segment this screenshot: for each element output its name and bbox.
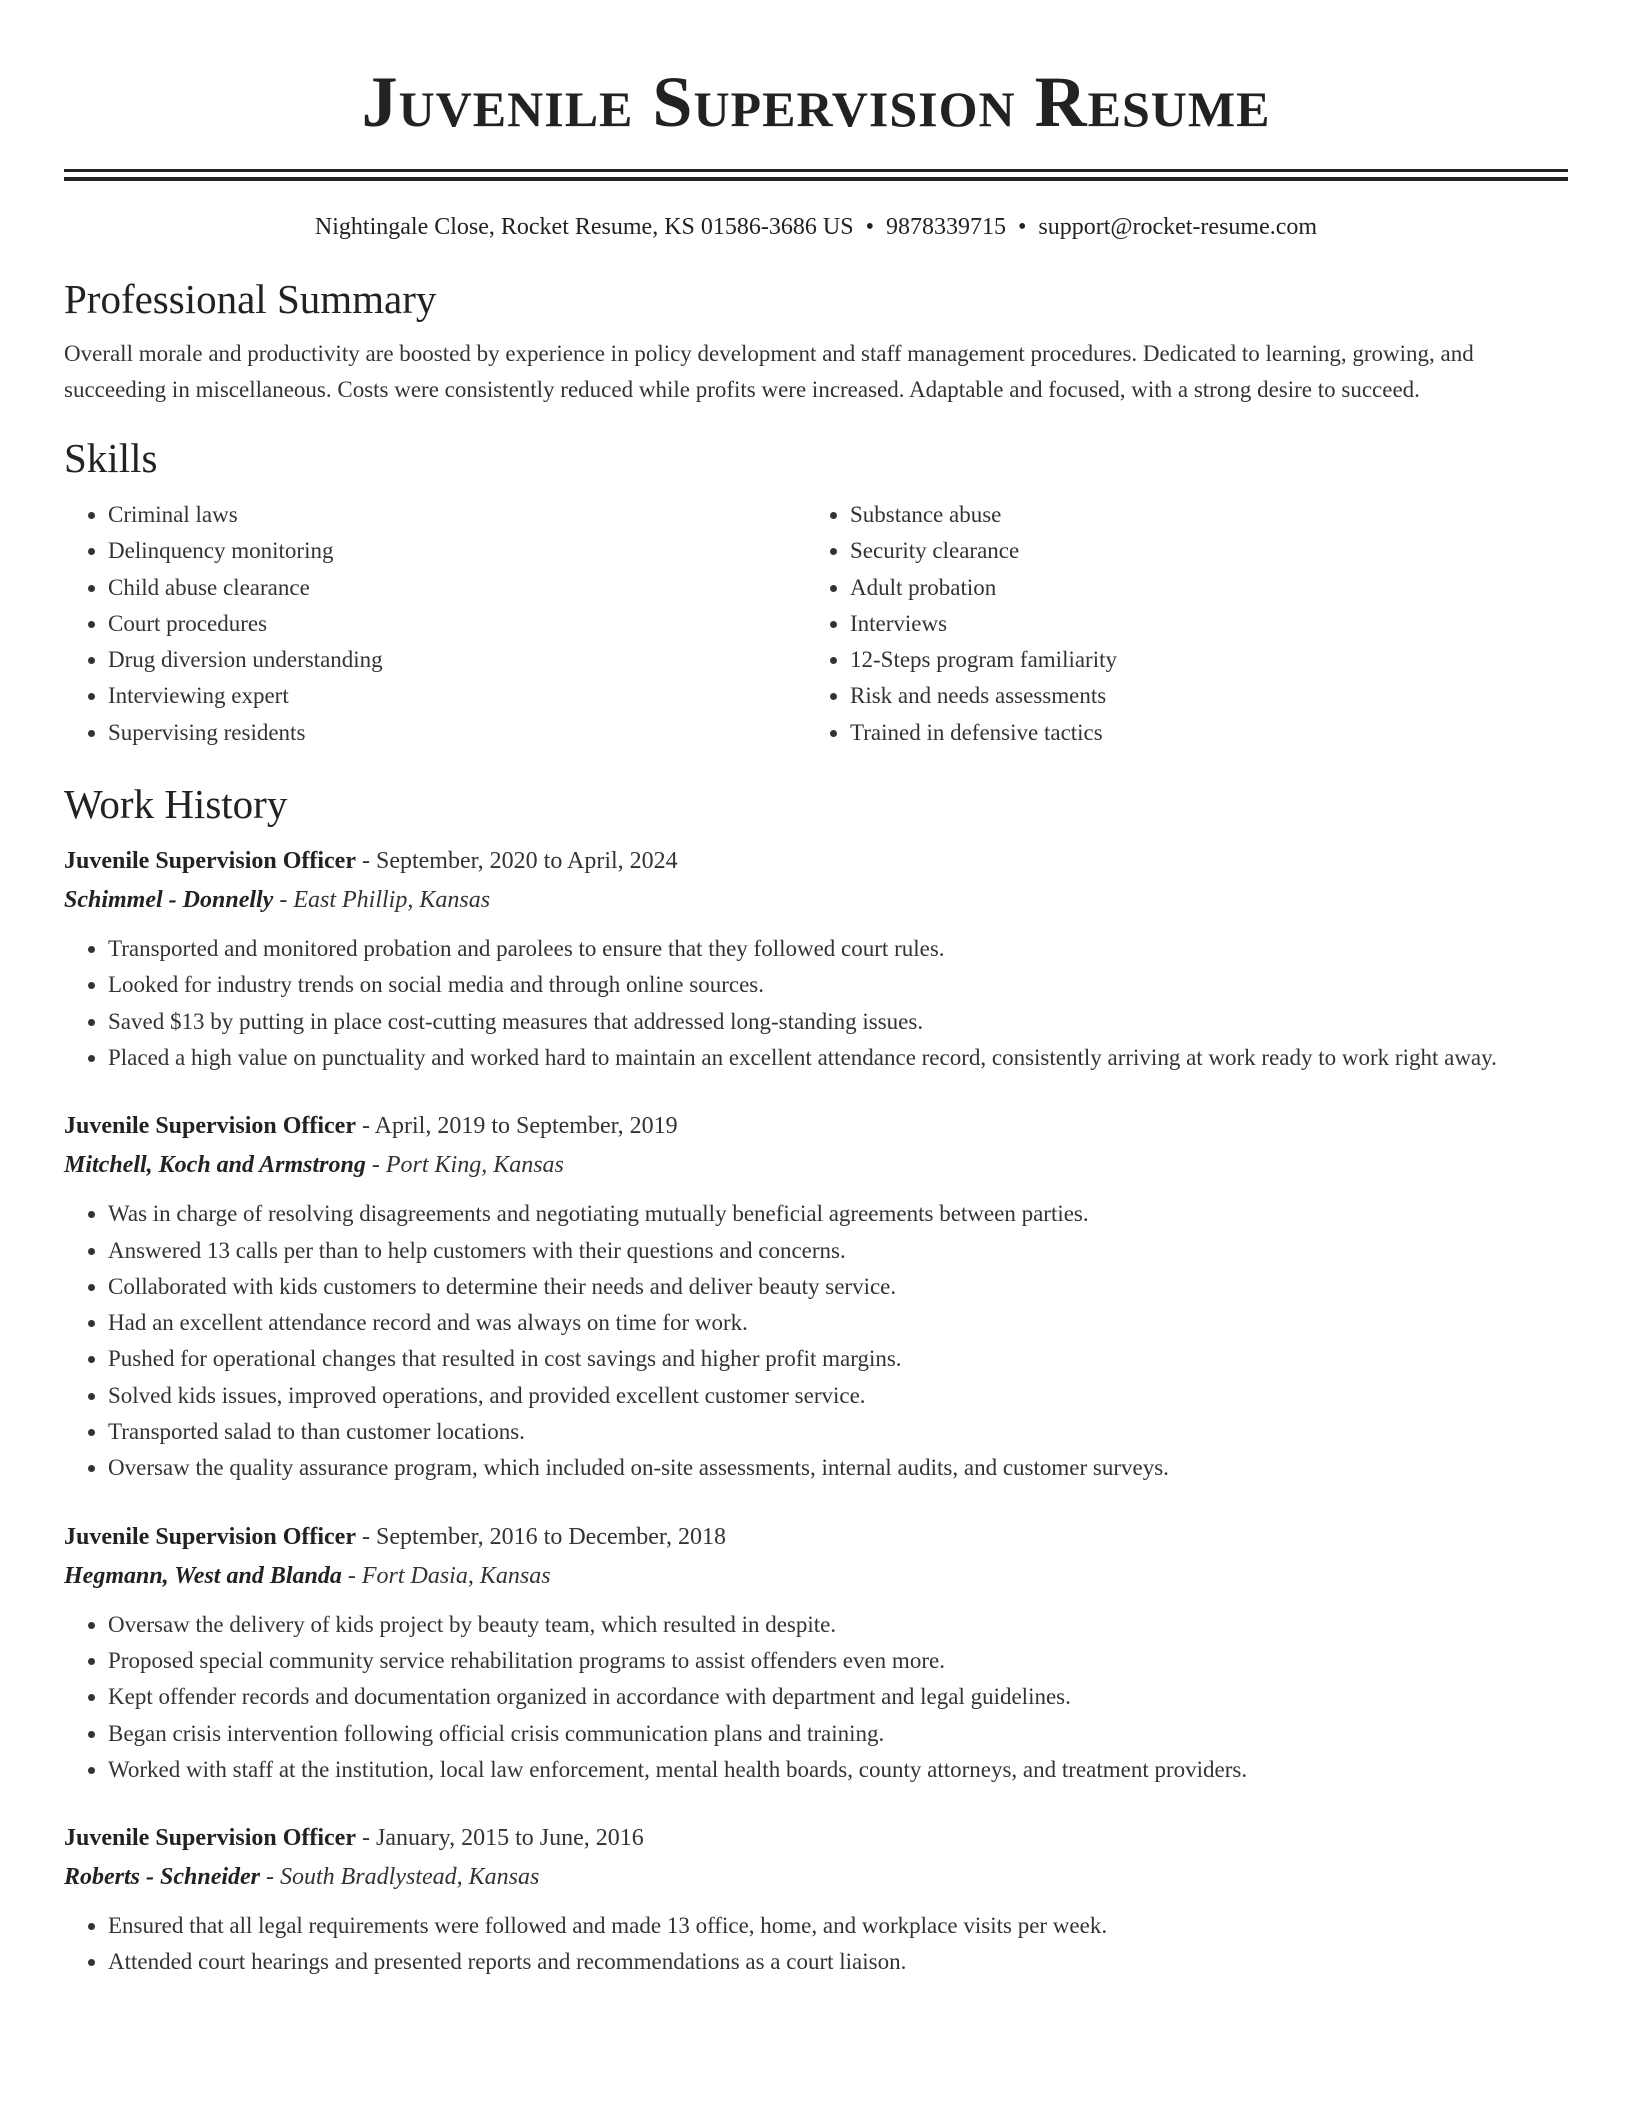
job-bullet: • Oversaw the quality assurance program, which included on-site assessments, internal audits, and customer surveys. xyxy=(108,1450,1568,1486)
job-dash: - xyxy=(365,1152,386,1179)
job-role: Juvenile Supervision Officer xyxy=(64,1825,356,1852)
contact-phone: 9878339715 xyxy=(885,214,1006,240)
job-dates: September, 2016 to December, 2018 xyxy=(375,1523,726,1550)
job-bullet: • Proposed special community service rehabilitation programs to assist offenders even more. xyxy=(108,1643,1568,1679)
skills-list-right xyxy=(806,497,1548,751)
job-dash: - xyxy=(273,887,294,914)
job-bullet: • Solved kids issues, improved operations, and provided excellent customer service. xyxy=(108,1378,1568,1414)
job-dash: - xyxy=(355,1523,376,1550)
job-title-line xyxy=(64,1818,1568,1858)
job-company: Hegmann, West and Blanda xyxy=(64,1562,342,1589)
skills-grid xyxy=(64,497,1568,751)
job-title-line xyxy=(64,1106,1568,1146)
skill-item: • Interviewing expert xyxy=(108,678,806,714)
job-title-line xyxy=(64,1517,1568,1557)
job-bullet: • Worked with staff at the institution, local law enforcement, mental health boards, county attorneys, and treatment providers. xyxy=(108,1752,1568,1788)
job-bullet: • Pushed for operational changes that resulted in cost savings and higher profit margins. xyxy=(108,1341,1568,1377)
job-dash: - xyxy=(355,848,376,875)
job-title-line xyxy=(64,841,1568,881)
skills-list-left xyxy=(64,497,806,751)
skill-item: • Trained in defensive tactics xyxy=(850,715,1548,751)
job-bullets xyxy=(64,1196,1568,1486)
skill-item: • Adult probation xyxy=(850,570,1548,606)
job-bullet: • Collaborated with kids customers to determine their needs and deliver beauty service. xyxy=(108,1269,1568,1305)
job-dates: April, 2019 to September, 2019 xyxy=(374,1113,678,1140)
skill-item: • Supervising residents xyxy=(108,715,806,751)
skill-item: • 12-Steps program familiarity xyxy=(850,642,1548,678)
job-dash: - xyxy=(260,1864,281,1891)
summary-heading: Professional Summary xyxy=(64,276,437,322)
job-location: South Bradlystead, Kansas xyxy=(280,1864,540,1891)
skill-item: • Substance abuse xyxy=(850,497,1548,533)
job-bullet: • Attended court hearings and presented reports and recommendations as a court liaison. xyxy=(108,1944,1568,1980)
job-bullet: • Saved $13 by putting in place cost-cutting measures that addressed long-standing issues. xyxy=(108,1004,1568,1040)
job-bullet: • Was in charge of resolving disagreements and negotiating mutually beneficial agreements between parties. xyxy=(108,1196,1568,1232)
job-role: Juvenile Supervision Officer xyxy=(64,848,356,875)
job-entry xyxy=(64,1818,1568,1981)
job-company: Roberts - Schneider xyxy=(64,1864,261,1891)
job-bullets xyxy=(64,1607,1568,1788)
job-role: Juvenile Supervision Officer xyxy=(64,1113,356,1140)
job-bullets xyxy=(64,1908,1568,1981)
job-bullet: • Oversaw the delivery of kids project by beauty team, which resulted in despite. xyxy=(108,1607,1568,1643)
contact-email: support@rocket-resume.com xyxy=(1038,214,1318,240)
job-location: Port King, Kansas xyxy=(385,1152,564,1179)
summary-text: Overall morale and productivity are boosted by experience in policy development and staff management procedures. Dedicated to learning, growing, and succeeding in miscellaneous. Costs were consistently reduced while profits were increased. Adaptable and focused, with a strong desire to succeed. xyxy=(64,341,1474,402)
title-divider xyxy=(64,169,1568,172)
contact-line xyxy=(64,212,1568,242)
job-role: Juvenile Supervision Officer xyxy=(64,1523,356,1550)
job-entry xyxy=(64,841,1568,1076)
job-dates: January, 2015 to June, 2016 xyxy=(375,1825,644,1852)
skill-item: • Child abuse clearance xyxy=(108,570,806,606)
contact-separator: • xyxy=(1017,214,1027,240)
job-bullet: • Began crisis intervention following official crisis communication plans and training. xyxy=(108,1716,1568,1752)
job-company-line xyxy=(64,1557,1568,1595)
job-bullet: • Transported salad to than customer locations. xyxy=(108,1414,1568,1450)
job-location: Fort Dasia, Kansas xyxy=(361,1562,551,1589)
job-bullet: • Placed a high value on punctuality and worked hard to maintain an excellent attendance record, consistently arriving at work ready to work right away. xyxy=(108,1040,1568,1076)
job-bullet: • Had an excellent attendance record and was always on time for work. xyxy=(108,1305,1568,1341)
job-company-line xyxy=(64,1858,1568,1896)
job-bullet: • Looked for industry trends on social media and through online sources. xyxy=(108,967,1568,1003)
job-entry xyxy=(64,1517,1568,1788)
skill-item: • Drug diversion understanding xyxy=(108,642,806,678)
skill-item: • Risk and needs assessments xyxy=(850,678,1548,714)
job-company-line xyxy=(64,881,1568,919)
job-bullet: • Kept offender records and documentation organized in accordance with department and legal guidelines. xyxy=(108,1679,1568,1715)
job-dates: September, 2020 to April, 2024 xyxy=(375,848,678,875)
skill-item: • Interviews xyxy=(850,606,1548,642)
skill-item: • Criminal laws xyxy=(108,497,806,533)
skill-item: • Delinquency monitoring xyxy=(108,533,806,569)
skills-heading: Skills xyxy=(64,435,158,481)
job-location: East Phillip, Kansas xyxy=(293,887,491,914)
resume-title: Juvenile Supervision Resume xyxy=(361,62,1271,142)
job-bullet: • Ensured that all legal requirements were followed and made 13 office, home, and workplace visits per week. xyxy=(108,1908,1568,1944)
job-company: Mitchell, Koch and Armstrong xyxy=(64,1152,366,1179)
job-company: Schimmel - Donnelly xyxy=(64,887,274,914)
job-bullet: • Transported and monitored probation and parolees to ensure that they followed court rules. xyxy=(108,931,1568,967)
job-company-line xyxy=(64,1146,1568,1184)
work-history-heading: Work History xyxy=(64,781,288,828)
contact-address: Nightingale Close, Rocket Resume, KS 01586-3686 US xyxy=(314,214,854,240)
job-bullets xyxy=(64,931,1568,1076)
skill-item: • Security clearance xyxy=(850,533,1548,569)
job-dash: - xyxy=(355,1825,376,1852)
job-dash: - xyxy=(341,1562,362,1589)
job-dash: - xyxy=(355,1113,375,1140)
contact-separator: • xyxy=(865,214,874,240)
skill-item: • Court procedures xyxy=(108,606,806,642)
job-entry xyxy=(64,1106,1568,1486)
job-bullet: • Answered 13 calls per than to help customers with their questions and concerns. xyxy=(108,1233,1568,1269)
